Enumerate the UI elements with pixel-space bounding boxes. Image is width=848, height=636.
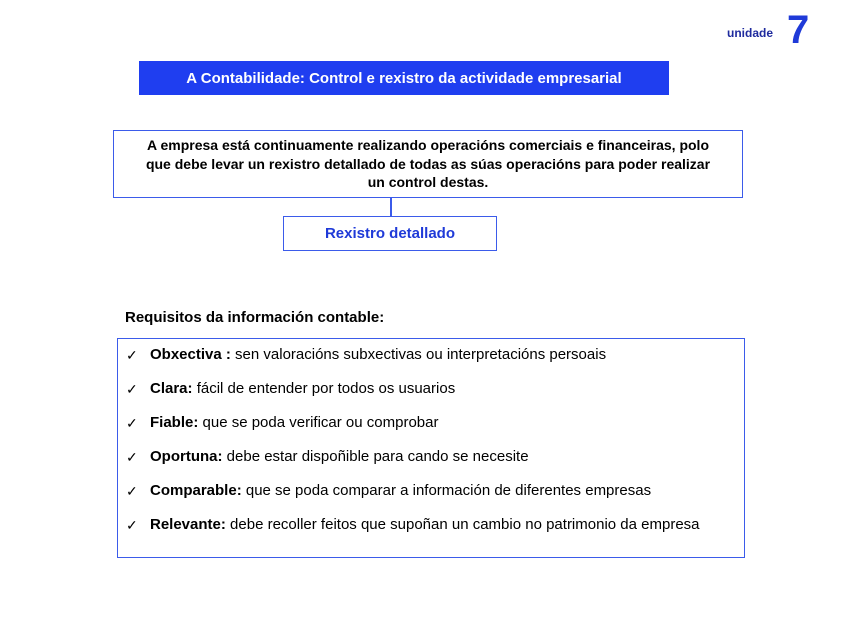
list-item [126,345,734,365]
page-title: A Contabilidade: Control e rexistro da actividade empresarial [186,69,622,87]
requirement-term: Fiable: [150,414,199,431]
intro-text: A empresa está continuamente realizando operacións comerciais e financeiras, polo que debe levar un rexistro detallado de todas as súas operacións para poder realizar un control destas. [145,136,711,191]
requirement-description: sen valoracións subxectivas ou interpretacións persoais [230,346,607,363]
check-icon: ✓ [126,483,138,499]
requirement-text [150,379,734,399]
check-icon: ✓ [126,517,138,533]
list-item [126,447,734,467]
requirement-description: que se poda comparar a información de diferentes empresas [241,482,652,499]
requirement-text [150,481,734,501]
requirement-term: Clara: [150,380,193,397]
list-item [126,481,734,501]
title-banner [139,61,669,95]
requirements-heading: Requisitos da información contable: [125,309,385,326]
requirement-term: Comparable: [150,482,242,499]
requirement-description: que se poda verificar ou comprobar [198,414,439,431]
unit-number: 7 [787,8,810,52]
requirement-description: debe estar dispoñible para cando se necesite [222,448,529,465]
list-item [126,413,734,433]
requirement-term: Oportuna: [150,448,223,465]
requirements-list [117,338,745,558]
requirement-term: Relevante: [150,516,226,533]
unit-label: unidade [727,26,774,40]
check-icon: ✓ [126,347,138,363]
requirement-text [150,413,734,433]
requirement-term: Obxectiva : [150,346,231,363]
detail-box-label: Rexistro detallado [324,225,456,242]
requirement-text [150,345,734,365]
list-item [126,515,734,535]
connector-line [390,198,392,216]
check-icon: ✓ [126,449,138,465]
check-icon: ✓ [126,381,138,397]
requirement-text [150,515,734,535]
detail-box [283,216,497,251]
requirement-description: fácil de entender por todos os usuarios [192,380,456,397]
list-item [126,379,734,399]
intro-box [113,130,743,198]
check-icon: ✓ [126,415,138,431]
requirement-description: debe recoller feitos que supoñan un cambio no patrimonio da empresa [225,516,700,533]
requirement-text [150,447,734,467]
